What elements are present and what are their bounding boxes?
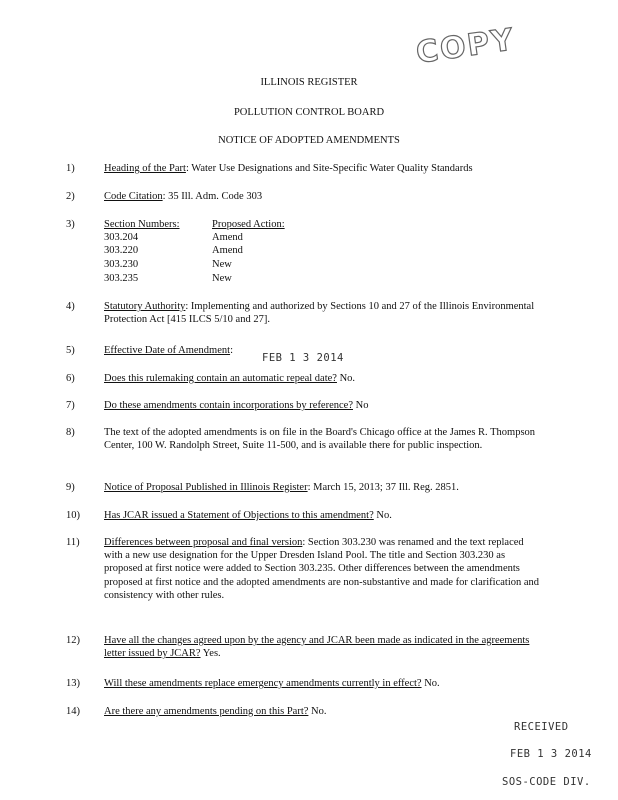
item-10 [104,509,544,522]
item-1-number: 1) [66,163,75,174]
item-11-text: : Section 303.230 was renamed and the text replaced with a new use designation for the Upper Dresden Island Pool. The title and Section 303.230 as proposed at first notice were added to Section 303.235. Other differences between the amendments proposed at first notice and the adopted amendments are non-substantive and made for clarification and consistency with other rules. [104,537,540,601]
proposed-action-header: Proposed Action: [212,219,285,230]
item-14 [104,705,544,718]
item-5-number: 5) [66,345,75,356]
item-8-text: The text of the adopted amendments is on file in the Board's Chicago office at the James R. Thompson Center, 100 W. Randolph Street, Suite 11-500, and is available there for public inspection. [104,427,536,452]
item-12-text: Yes. [200,648,221,660]
item-10-label: Statement of Objections to this amendment? [187,510,374,521]
item-11-label: Differences between proposal and final version [104,537,303,548]
item-3-number: 3) [66,219,75,230]
item-2-number: 2) [66,191,75,202]
copy-stamp: COPY [414,22,518,71]
item-5-label: Effective Date of Amendment [104,345,231,356]
item-6 [104,372,544,385]
effective-date-stamp: FEB 1 3 2014 [262,352,344,364]
item-7-label: Do these amendments contain incorporations by reference? [104,400,353,411]
item-13-number: 13) [66,678,80,689]
section-number: 303.220 [104,245,139,256]
section-table-header [104,218,285,231]
item-12-label: Have all the changes agreed upon by the agency and JCAR been made as indicated in the agreements letter issued by JCAR? [104,635,530,660]
item-11-number: 11) [66,537,80,548]
division-stamp: SOS-CODE DIV. [502,776,591,788]
received-stamp: RECEIVED [514,721,569,733]
proposed-action: Amend [212,232,243,243]
table-row [104,258,232,271]
table-row [104,244,243,257]
item-9 [104,481,544,494]
section-number: 303.204 [104,232,139,243]
notice-title: NOTICE OF ADOPTED AMENDMENTS [218,135,400,146]
item-10-number: 10) [66,510,80,521]
proposed-action: New [212,273,232,284]
section-number: 303.235 [104,273,139,284]
item-10-text: No. [373,510,392,521]
item-5-text: : [230,345,233,356]
item-14-text: No. [308,706,327,717]
item-6-label: Does this rulemaking contain an automatic repeal date? [104,373,337,384]
item-13-text: No. [421,678,440,689]
item-2 [104,190,544,203]
section-number: 303.230 [104,259,139,270]
agency-title: POLLUTION CONTROL BOARD [233,107,385,118]
table-row [104,272,232,285]
item-6-text: No. [336,373,356,384]
item-9-text: : March 15, 2013; 37 Ill. Reg. 2851. [307,482,459,493]
item-4 [104,300,544,326]
item-13-label: Will these amendments replace emergency amendments currently in effect? [104,678,422,689]
item-2-text: : 35 Ill. Adm. Code 303 [162,191,263,202]
received-date-stamp: FEB 1 3 2014 [510,748,592,760]
proposed-action: New [212,259,232,270]
proposed-action: Amend [212,245,243,256]
item-9-number: 9) [66,482,75,493]
item-9-label: Notice of Proposal Published in Illinois Register [104,482,308,493]
item-11 [104,536,544,602]
item-4-label: Statutory Authority [104,301,186,312]
item-1-label: Heading of the Part [104,163,186,174]
item-12-number: 12) [66,635,80,646]
item-2-label: Code Citation [104,191,163,202]
table-row [104,231,243,244]
item-14-number: 14) [66,706,80,717]
item-13 [104,677,544,690]
item-14-label: Are there any amendments pending on this Part? [104,706,309,717]
item-7-text: No [353,400,369,411]
item-7 [104,399,544,412]
item-4-number: 4) [66,301,75,312]
item-10-pre: Has JCAR issued a [104,510,188,521]
item-4-text: : Implementing and authorized by Sections 10 and 27 of the Illinois Environmental Protection Act [415 ILCS 5/10 and 27]. [104,301,535,326]
section-numbers-header: Section Numbers: [104,219,180,230]
item-1 [104,162,544,175]
register-header: ILLINOIS REGISTER [260,77,358,88]
item-6-number: 6) [66,373,75,384]
item-12 [104,634,544,660]
item-1-text: : Water Use Designations and Site-Specific Water Quality Standards [185,163,473,174]
item-7-number: 7) [66,400,75,411]
item-8-number: 8) [66,427,75,438]
